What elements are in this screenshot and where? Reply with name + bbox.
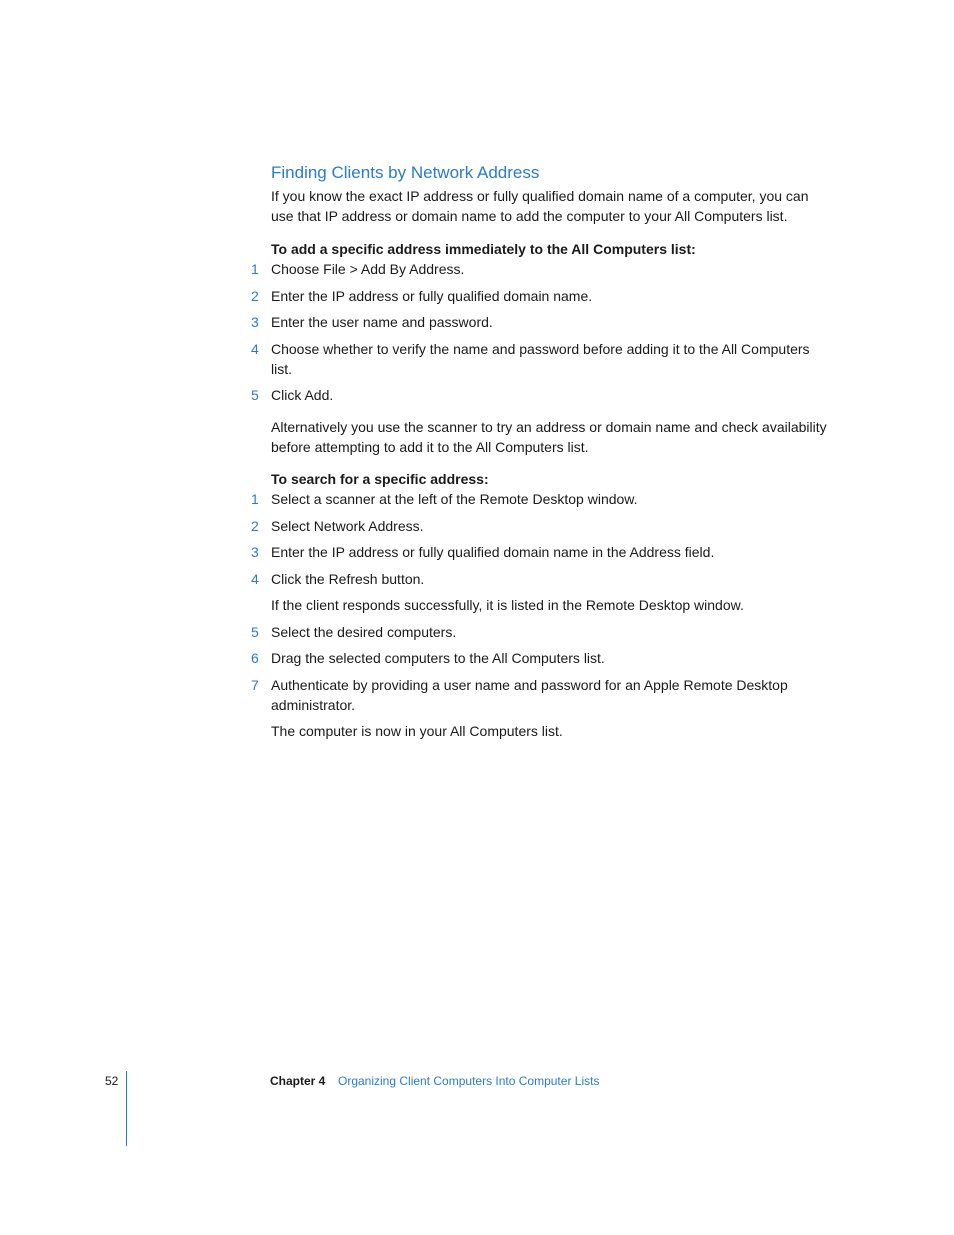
steps-list-search-address-continued (251, 622, 831, 715)
step-text: Enter the IP address or fully qualified domain name in the Address field. (271, 544, 715, 560)
step-number: 1 (251, 261, 259, 277)
step-item (251, 385, 831, 405)
step-number: 4 (251, 340, 259, 357)
page-content (251, 162, 831, 748)
step-text: Click the Refresh button. (271, 570, 425, 587)
step-text: Choose File > Add By Address. (271, 261, 465, 277)
step-number: 1 (251, 491, 259, 507)
step-text: Drag the selected computers to the All Computers list. (271, 650, 605, 666)
page-number: 52 (105, 1074, 119, 1088)
step-number: 3 (251, 544, 259, 560)
task-title-search-address: To search for a specific address: (271, 471, 489, 487)
step-item (251, 489, 831, 509)
step-number: 2 (251, 287, 259, 304)
step-text: Choose whether to verify the name and password before adding it to the All Computers list. (271, 340, 810, 377)
step-item (251, 516, 831, 536)
step-text: Enter the IP address or fully qualified domain name. (271, 287, 593, 304)
section-heading: Finding Clients by Network Address (271, 163, 540, 182)
step-item (251, 622, 831, 642)
step-item (251, 339, 831, 379)
step-item (251, 259, 831, 279)
step-text: Select a scanner at the left of the Remote Desktop window. (271, 491, 638, 507)
step-item (251, 542, 831, 562)
step-number: 5 (251, 623, 259, 640)
task-title-add-address: To add a specific address immediately to the All Computers list: (271, 241, 696, 257)
step-text: Enter the user name and password. (271, 314, 493, 330)
footer-divider (126, 1071, 127, 1146)
step-number: 7 (251, 676, 259, 693)
steps-list-add-address (251, 259, 831, 405)
step-item (251, 286, 831, 306)
footer-chapter-title: Organizing Client Computers Into Computer Lists (338, 1074, 600, 1088)
result-note: The computer is now in your All Computers list. (271, 723, 563, 739)
step-note: If the client responds successfully, it is listed in the Remote Desktop window. (271, 597, 744, 613)
step-text: Click Add. (271, 387, 334, 403)
step-number: 2 (251, 517, 259, 534)
step-text: Select Network Address. (271, 517, 424, 534)
step-item (251, 312, 831, 332)
step-item (251, 675, 831, 715)
footer-chapter-label: Chapter 4 (270, 1074, 326, 1088)
step-text: Select the desired computers. (271, 623, 457, 640)
step-number: 3 (251, 314, 259, 330)
step-item (251, 569, 831, 589)
steps-list-search-address (251, 489, 831, 589)
step-text: Authenticate by providing a user name and password for an Apple Remote Desktop administrator. (271, 676, 788, 713)
step-number: 5 (251, 387, 259, 403)
step-number: 6 (251, 650, 259, 666)
alternative-paragraph: Alternatively you use the scanner to try an address or domain name and check availability before attempting to add it to the All Computers list. (271, 419, 827, 455)
step-item (251, 648, 831, 668)
step-number: 4 (251, 570, 259, 587)
intro-paragraph: If you know the exact IP address or fully qualified domain name of a computer, you can use that IP address or domain name to add the computer to your All Computers list. (271, 188, 809, 224)
